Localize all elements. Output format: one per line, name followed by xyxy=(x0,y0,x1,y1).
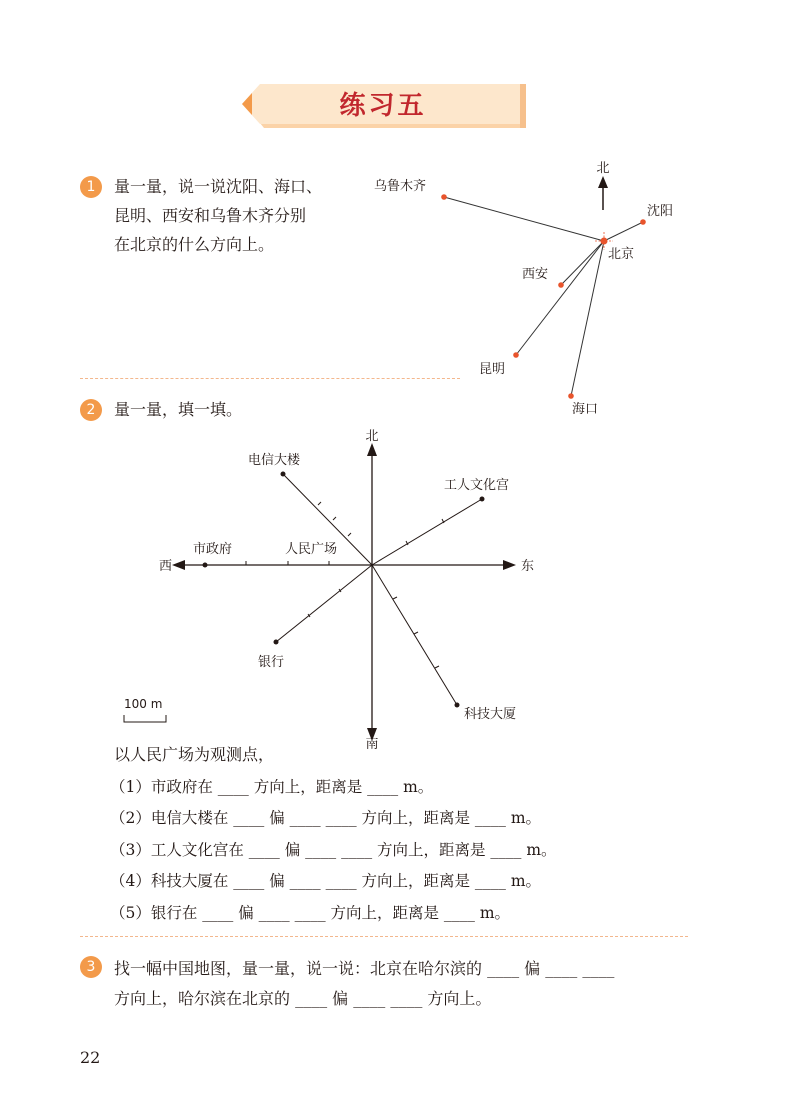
place-label-bank: 银行 xyxy=(258,655,285,670)
q2-item-2: （2）电信大楼在 ____ 偏 ____ ____ 方向上，距离是 ____ m。 xyxy=(110,809,542,827)
question-1-number: 1 xyxy=(80,176,102,198)
city-dot xyxy=(640,219,646,225)
city-label-xian: 西安 xyxy=(522,267,549,282)
q1-line: 在北京的什么方向上。 xyxy=(114,235,275,254)
diagram-east-label: 东 xyxy=(521,559,535,574)
q1-line: 昆明、西安和乌鲁木齐分别 xyxy=(114,206,307,225)
scale-bar xyxy=(124,715,166,722)
map1-center-label: 北京 xyxy=(608,247,635,262)
q2-item-3: （3）工人文化宫在 ____ 偏 ____ ____ 方向上，距离是 ____ m。 xyxy=(110,841,557,859)
section-divider xyxy=(80,936,688,937)
place-label-city-hall: 市政府 xyxy=(193,542,233,557)
north-arrow-icon xyxy=(367,443,377,456)
city-dot xyxy=(441,194,447,200)
q1-line: 量一量，说一说沈阳、海口、 xyxy=(114,177,323,196)
place-label-tech-tower: 科技大厦 xyxy=(464,707,517,722)
east-arrow-icon xyxy=(503,560,516,570)
scale-label: 100 m xyxy=(124,697,163,711)
diagram-north-label: 北 xyxy=(365,429,379,444)
beijing-dot xyxy=(601,238,608,245)
west-arrow-icon xyxy=(172,560,185,570)
city-dot xyxy=(568,393,574,399)
page-number: 22 xyxy=(80,1048,101,1067)
q3-line-1: 找一幅中国地图，量一量，说一说：北京在哈尔滨的 ____ 偏 ____ ____ xyxy=(114,959,615,978)
section-divider xyxy=(80,378,460,379)
city-label-shenyang: 沈阳 xyxy=(647,204,674,219)
city-label-haikou: 海口 xyxy=(572,402,599,417)
north-arrow-icon xyxy=(598,176,608,188)
city-dot xyxy=(558,282,564,288)
place-dot-telecom xyxy=(281,472,286,477)
diagram-west-label: 西 xyxy=(159,559,173,574)
page-title: 练习五 xyxy=(339,91,427,121)
place-dot-tech-tower xyxy=(455,703,460,708)
question-3-number: 3 xyxy=(80,956,102,978)
city-label-urumqi: 乌鲁木齐 xyxy=(374,179,427,194)
q2-item-5: （5）银行在 ____ 偏 ____ ____ 方向上，距离是 ____ m。 xyxy=(110,904,511,922)
place-dot-bank xyxy=(274,640,279,645)
place-label-workers-palace: 工人文化宫 xyxy=(444,478,510,493)
place-dot-city-hall xyxy=(203,563,208,568)
question-2-number: 2 xyxy=(80,399,102,421)
place-label-telecom: 电信大楼 xyxy=(248,453,301,468)
q2-intro: 以人民广场为观测点， xyxy=(114,745,275,764)
direction-map-beijing xyxy=(0,0,800,430)
question-2-prompt: 量一量，填一填。 xyxy=(114,400,243,419)
direction-diagram-square xyxy=(0,420,800,750)
q3-line-2: 方向上，哈尔滨在北京的 ____ 偏 ____ ____ 方向上。 xyxy=(114,989,492,1008)
city-label-kunming: 昆明 xyxy=(479,362,506,377)
q2-item-1: （1）市政府在 ____ 方向上，距离是 ____ m。 xyxy=(110,778,434,796)
map1-north-label: 北 xyxy=(596,161,610,176)
diagram-south-label: 南 xyxy=(365,737,379,750)
q2-item-4: （4）科技大厦在 ____ 偏 ____ ____ 方向上，距离是 ____ m。 xyxy=(110,872,542,890)
city-dot xyxy=(513,352,519,358)
place-label-peoples-square: 人民广场 xyxy=(285,542,338,557)
place-dot-workers-palace xyxy=(480,497,485,502)
